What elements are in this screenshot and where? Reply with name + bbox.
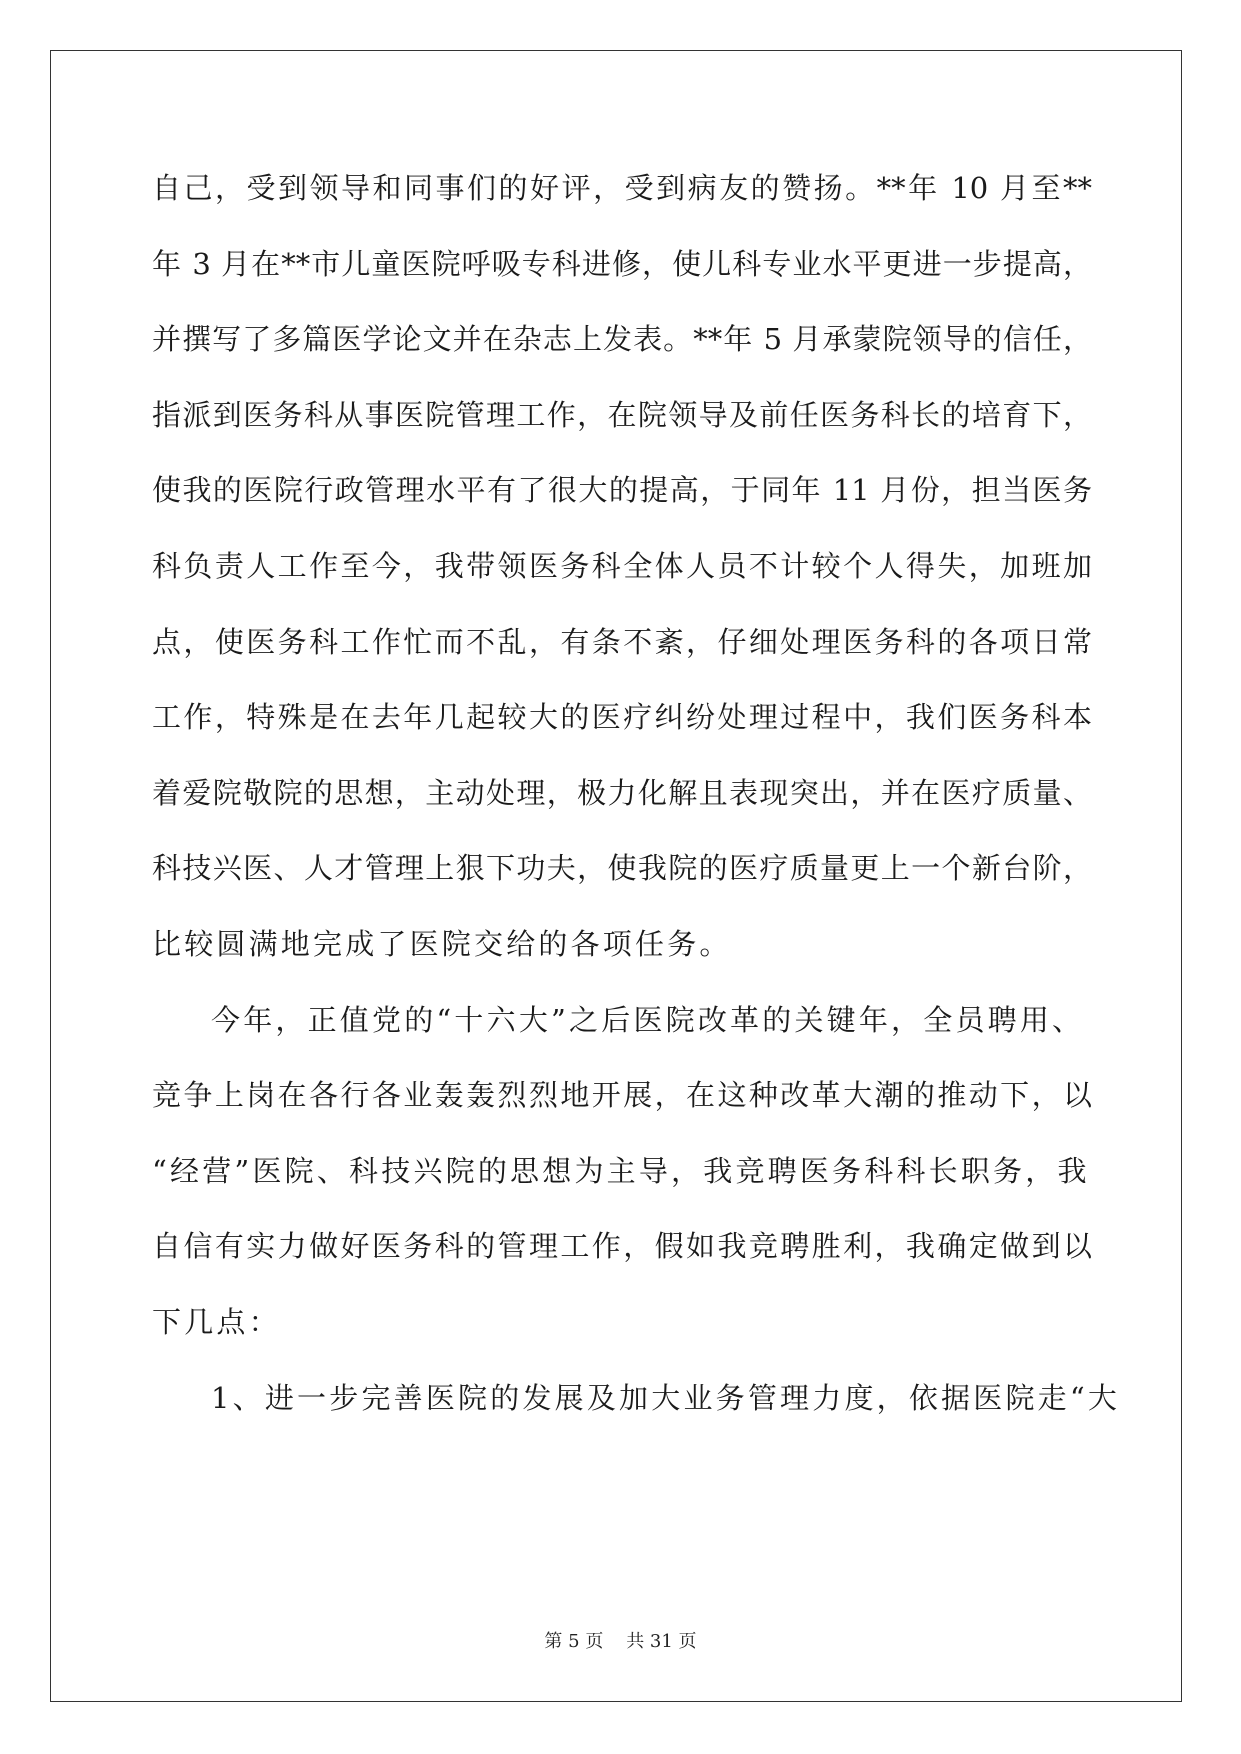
text-line: 并撰写了多篇医学论文并在杂志上发表。**年 5 月承蒙院领导的信任，: [152, 322, 1092, 357]
text-line: 使我的医院行政管理水平有了很大的提高，于同年 11 月份，担当医务: [152, 473, 1092, 508]
text-line: 指派到医务科从事医院管理工作，在院领导及前任医务科长的培育下，: [152, 397, 1092, 432]
text-line: 自己，受到领导和同事们的好评，受到病友的赞扬。**年 10 月至**: [152, 171, 1092, 205]
paragraph-start-line: 1、进一步完善医院的发展及加大业务管理力度，依据医院走“大: [211, 1380, 1121, 1415]
text-line: 自信有实力做好医务科的管理工作，假如我竞聘胜利，我确定做到以: [152, 1229, 1092, 1264]
text-line: 竞争上岗在各行各业轰轰烈烈地开展，在这种改革大潮的推动下，以: [152, 1078, 1092, 1113]
text-line: 点，使医务科工作忙而不乱，有条不紊，仔细处理医务科的各项日常: [152, 624, 1092, 659]
text-line: 科负责人工作至今，我带领医务科全体人员不计较个人得失，加班加: [152, 548, 1092, 583]
text-line: “经营”医院、科技兴院的思想为主导，我竞聘医务科科长职务，我: [152, 1153, 1090, 1188]
paragraph-start-line: 今年，正值党的“十六大”之后医院改革的关键年，全员聘用、: [211, 1002, 1085, 1037]
text-line: 比较圆满地完成了医院交给的各项任务。: [152, 926, 732, 961]
text-line: 年 3 月在**市儿童医院呼吸专科进修，使儿科专业水平更进一步提高，: [152, 246, 1092, 281]
text-line: 着爱院敬院的思想，主动处理，极力化解且表现突出，并在医疗质量、: [152, 775, 1092, 810]
page-number-footer: 第 5 页 共 31 页: [544, 1631, 697, 1652]
text-line: 科技兴医、人才管理上狠下功夫，使我院的医疗质量更上一个新台阶，: [152, 851, 1092, 886]
document-body: [152, 162, 1121, 1447]
text-line: 工作，特殊是在去年几起较大的医疗纠纷处理过程中，我们医务科本: [152, 700, 1092, 735]
text-line: 下几点：: [152, 1304, 281, 1339]
